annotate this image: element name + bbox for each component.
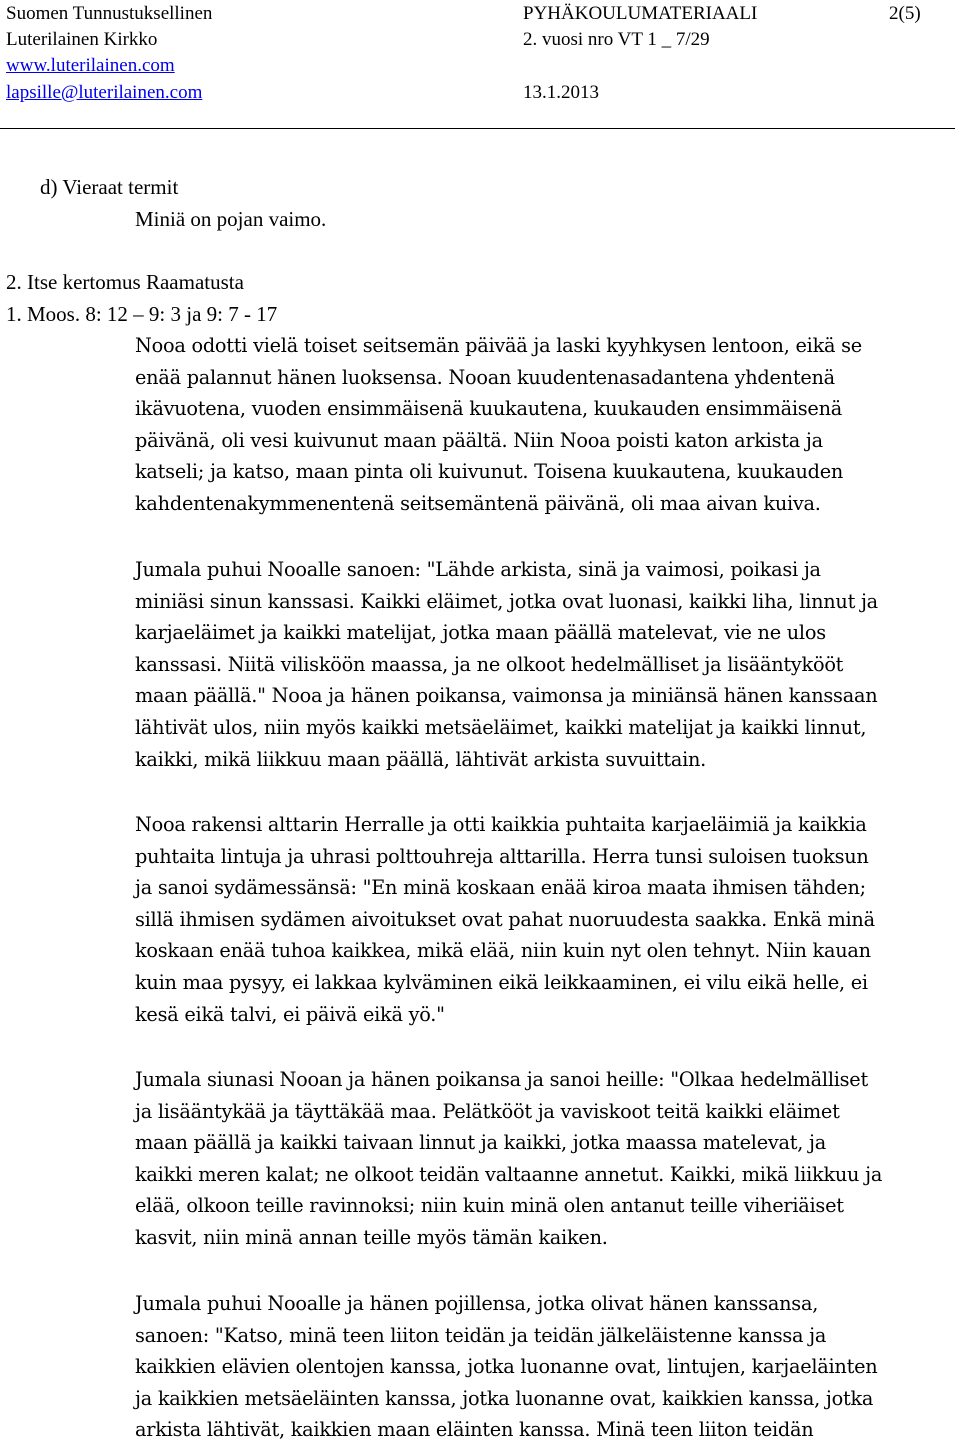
paragraph-line: miniäsi sinun kanssasi. Kaikki eläimet, jotka ovat luonasi, kaikki liha, linnut ja [135, 589, 878, 613]
paragraph-line: Nooa rakensi alttarin Herralle ja otti kaikkia puhtaita karjaeläimiä ja kaikkia [135, 813, 867, 836]
story-paragraph-4 [135, 1064, 957, 1254]
bible-reference: 1. Moos. 8: 12 – 9: 3 ja 9: 7 - 17 [6, 302, 278, 326]
website-link[interactable]: www.luterilainen.com [6, 55, 175, 76]
document-date: 13.1.2013 [523, 82, 599, 103]
paragraph-line: enää palannut hänen luoksensa. Nooan kuudentenasadantena yhdentenä [135, 365, 835, 389]
paragraph-line: katseli; ja katso, maan pinta oli kuivunut. Toisena kuukautena, kuukauden [135, 460, 844, 484]
paragraph-line: kuin maa pysyy, ei lakkaa kylväminen eikä leikkaaminen, ei vilu eikä helle, ei [135, 970, 868, 994]
section-2-heading: 2. Itse kertomus Raamatusta [6, 270, 244, 294]
paragraph-line: sillä ihmisen sydämen aivoitukset ovat pahat nuoruudesta saakka. Enkä minä [135, 907, 875, 931]
paragraph-line: maan päällä ja kaikki taivaan linnut ja kaikki, jotka maassa matelevat, ja [135, 1131, 826, 1155]
paragraph-line: elää, olkoon teille ravinnoksi; niin kuin minä olen antanut teille viheriäiset [135, 1194, 844, 1218]
paragraph-line: karjaeläimet ja kaikki matelijat, jotka maan päällä matelevat, vie ne ulos [135, 621, 826, 645]
story-paragraph-1 [135, 330, 957, 520]
section-d-heading: d) Vieraat termit [40, 175, 179, 199]
paragraph-line: kaikki, mikä liikkuu maan päällä, lähtivät arkista suvuittain. [135, 747, 707, 771]
paragraph-line: kesä eikä talvi, ei päivä eikä yö." [135, 1002, 445, 1026]
section-d-text: Miniä on pojan vaimo. [135, 207, 327, 231]
paragraph-line: ikävuotena, vuoden ensimmäisenä kuukautena, kuukauden ensimmäisenä [135, 397, 842, 421]
paragraph-line: ja kaikkien metsäeläinten kanssa, jotka luonanne ovat, kaikkien kanssa, jotka [135, 1386, 874, 1410]
story-paragraph-2 [135, 554, 957, 775]
paragraph-line: lähtivät ulos, niin myös kaikki metsäeläimet, kaikki matelijat ja kaikki linnut, [135, 715, 867, 739]
document-title: PYHÄKOULUMATERIAALI [523, 3, 758, 24]
email-link[interactable]: lapsille@luterilainen.com [6, 82, 203, 103]
org-name-line1: Suomen Tunnustuksellinen [6, 3, 213, 24]
document-info: 2. vuosi nro VT 1 _ 7/29 [523, 29, 710, 50]
paragraph-line: päivänä, oli vesi kuivunut maan päältä. Niin Nooa poisti katon arkista ja [135, 428, 823, 452]
org-name-line2: Luterilainen Kirkko [6, 29, 158, 50]
header-divider [0, 128, 955, 129]
paragraph-line: Jumala puhui Nooalle ja hänen pojillensa, jotka olivat hänen kanssansa, [135, 1292, 819, 1315]
paragraph-line: kanssasi. Niitä vilisköön maassa, ja ne olkoot hedelmälliset ja lisääntykööt [135, 652, 844, 676]
paragraph-line: sanoen: "Katso, minä teen liiton teidän ja teidän jälkeläistenne kanssa ja [135, 1323, 827, 1347]
paragraph-line: ja lisääntykää ja täyttäkää maa. Pelätkööt ja vaviskoot teitä kaikki eläimet [135, 1099, 840, 1123]
paragraph-line: Jumala puhui Nooalle sanoen: "Lähde arkista, sinä ja vaimosi, poikasi ja [135, 558, 821, 581]
paragraph-line: kahdentenakymmenentenä seitsemäntenä päivänä, oli maa aivan kuiva. [135, 491, 821, 515]
paragraph-line: arkista lähtivät, kaikkien maan eläinten kanssa. Minä teen liiton teidän [135, 1418, 814, 1442]
paragraph-line: puhtaita lintuja ja uhrasi polttouhreja alttarilla. Herra tunsi suloisen tuoksun [135, 844, 869, 868]
paragraph-line: maan päällä." Nooa ja hänen poikansa, vaimonsa ja miniänsä hänen kanssaan [135, 684, 878, 708]
paragraph-line: kasvit, niin minä annan teille myös tämän kaiken. [135, 1225, 608, 1249]
paragraph-line: Jumala siunasi Nooan ja hänen poikansa ja sanoi heille: "Olkaa hedelmälliset [135, 1068, 868, 1091]
paragraph-line: kaikkien elävien olentojen kanssa, jotka luonanne ovat, lintujen, karjaeläinten [135, 1355, 878, 1379]
paragraph-line: koskaan enää tuhoa kaikkea, mikä elää, niin kuin nyt olen tehnyt. Niin kauan [135, 939, 871, 963]
paragraph-line: kaikki meren kalat; ne olkoot teidän valtaanne annetut. Kaikki, mikä liikkuu ja [135, 1162, 883, 1186]
story-paragraph-5 [135, 1288, 957, 1446]
paragraph-line: ja sanoi sydämessänsä: "En minä koskaan enää kiroa maata ihmisen tähden; [135, 876, 866, 900]
page-number: 2(5) [889, 3, 921, 24]
paragraph-line: Nooa odotti vielä toiset seitsemän päivää ja laski kyyhkysen lentoon, eikä se [135, 334, 862, 357]
story-paragraph-3 [135, 809, 957, 1030]
